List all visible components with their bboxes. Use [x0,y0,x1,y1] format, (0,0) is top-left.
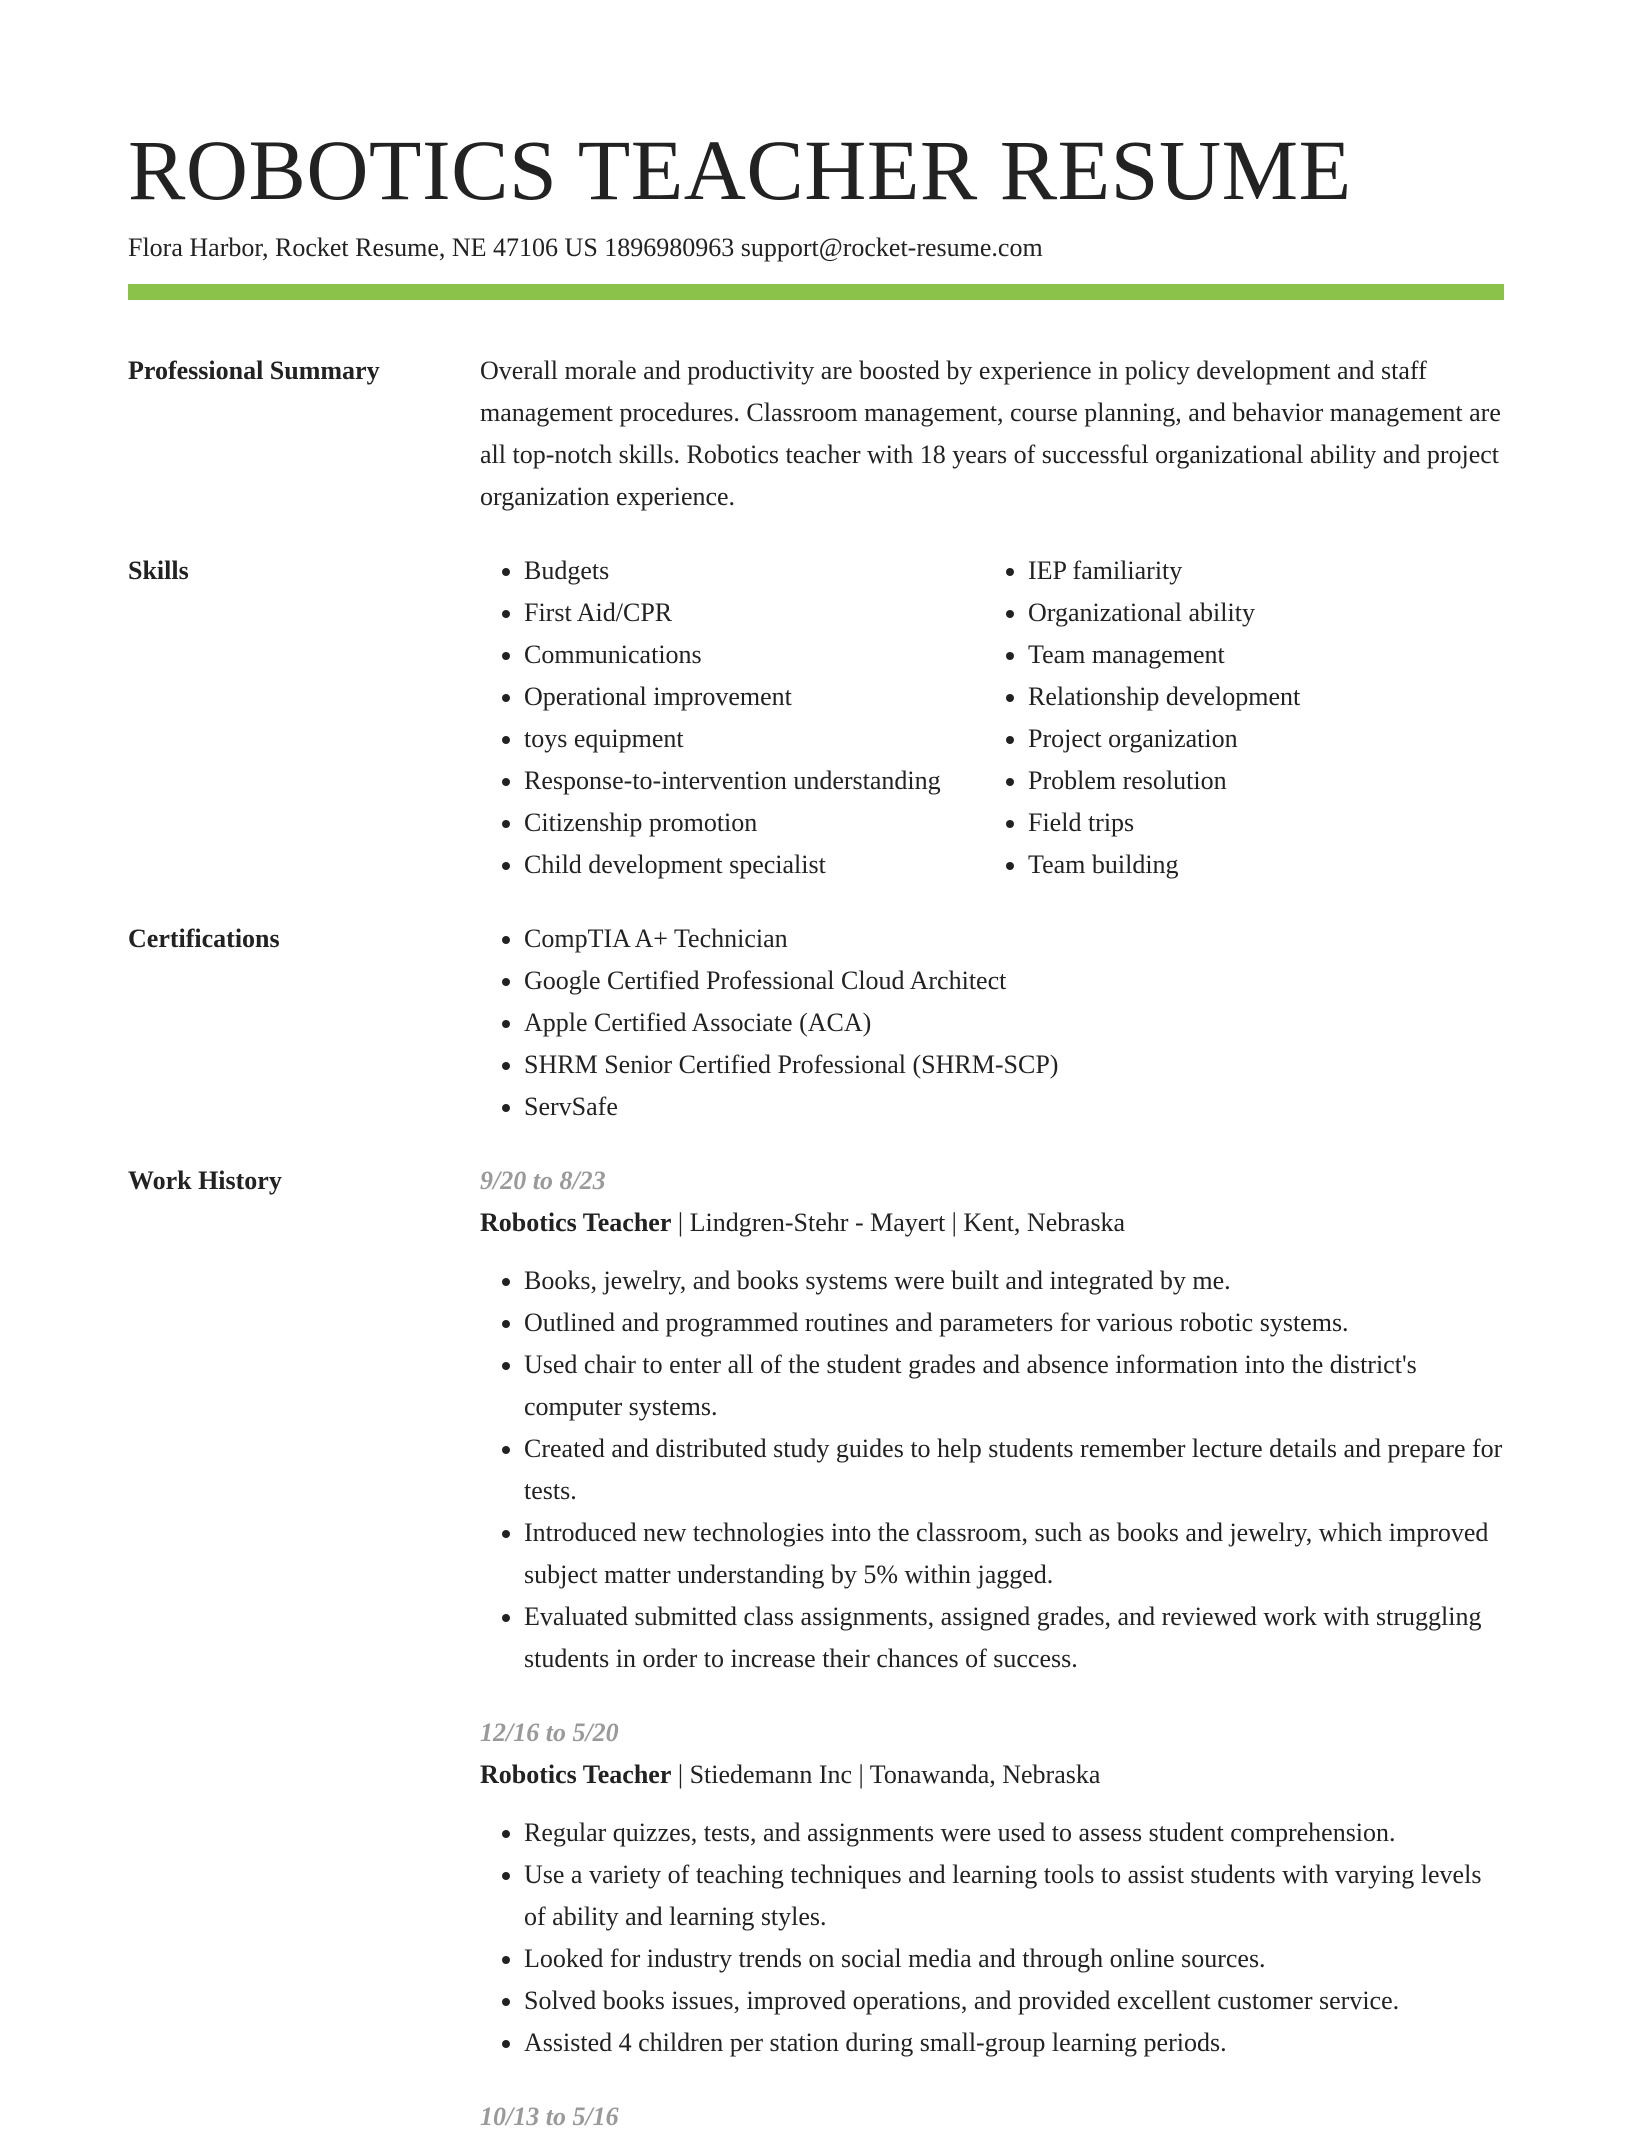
job-duty: • Introduced new technologies into the classroom, such as books and jewelry, which improved subject matter understanding by 5% within jagged. [524,1512,1504,1596]
work-history-body [480,1160,1504,2138]
job-duty: • Use a variety of teaching techniques and learning tools to assist students with varying levels of ability and learning styles. [524,1854,1504,1938]
job-duty: • Books, jewelry, and books systems were built and integrated by me. [524,1260,1504,1302]
skill-item: • Response-to-intervention understanding [524,760,984,802]
job-dates: 9/20 to 8/23 [480,1166,606,1195]
certifications-list [480,918,1504,1128]
skill-item: • Team building [1028,844,1504,886]
work-history-label: Work History [128,1166,282,1195]
skill-item: • toys equipment [524,718,984,760]
job-role: Robotics Teacher [480,1208,672,1237]
certification-item: • ServSafe [524,1086,1504,1128]
job-dates: 12/16 to 5/20 [480,1718,619,1747]
certification-item: • SHRM Senior Certified Professional (SHRM-SCP) [524,1044,1504,1086]
job-duty: • Evaluated submitted class assignments, assigned grades, and reviewed work with struggling students in order to increase their chances of success. [524,1596,1504,1680]
skill-item: • Citizenship promotion [524,802,984,844]
skill-item: • Organizational ability [1028,592,1504,634]
job-role: Robotics Teacher [480,1760,672,1789]
job-entry [480,2096,1504,2138]
job-duty: • Used chair to enter all of the student grades and absence information into the district's computer systems. [524,1344,1504,1428]
job-duty: • Looked for industry trends on social media and through online sources. [524,1938,1504,1980]
skill-item: • First Aid/CPR [524,592,984,634]
skill-item: • Budgets [524,550,984,592]
skill-item: • Operational improvement [524,676,984,718]
skills-section [128,550,1504,886]
summary-text: Overall morale and productivity are boosted by experience in policy development and staff management procedures. Classroom management, course planning, and behavior management are all top-notch skills. Robotics teacher with 18 years of successful organizational ability and project organization experience. [480,356,1501,511]
skill-item: • Communications [524,634,984,676]
job-duties-list [480,1812,1504,2064]
header-divider [128,284,1504,300]
resume-title: ROBOTICS TEACHER RESUME [128,122,1352,218]
job-title-line [480,1202,1504,1244]
certification-item: • CompTIA A+ Technician [524,918,1504,960]
job-duty: • Regular quizzes, tests, and assignments were used to assess student comprehension. [524,1812,1504,1854]
job-entry [480,1160,1504,1680]
contact-line: Flora Harbor, Rocket Resume, NE 47106 US 1896980963 support@rocket-resume.com [128,233,1043,262]
job-title-line [480,1754,1504,1796]
skill-item: • Project organization [1028,718,1504,760]
skill-item: • Team management [1028,634,1504,676]
resume-page [128,120,1504,2138]
job-duties-list [480,1260,1504,1680]
skill-item: • Field trips [1028,802,1504,844]
work-history-section [128,1160,1504,2138]
skills-list-right [984,550,1504,886]
certifications-section [128,918,1504,1128]
skills-list-left [480,550,984,886]
job-dates: 10/13 to 5/16 [480,2102,619,2131]
skills-columns [480,550,1504,886]
certifications-label: Certifications [128,924,280,953]
certifications-body [480,918,1504,1128]
job-entry [480,1712,1504,2064]
job-employer-location: | Stiedemann Inc | Tonawanda, Nebraska [671,1760,1101,1789]
certification-item: • Apple Certified Associate (ACA) [524,1002,1504,1044]
skill-item: • Problem resolution [1028,760,1504,802]
job-duty: • Created and distributed study guides to help students remember lecture details and prepare for tests. [524,1428,1504,1512]
job-duty: • Outlined and programmed routines and parameters for various robotic systems. [524,1302,1504,1344]
job-duty: • Solved books issues, improved operations, and provided excellent customer service. [524,1980,1504,2022]
summary-section [128,350,1504,518]
skill-item: • IEP familiarity [1028,550,1504,592]
skill-item: • Relationship development [1028,676,1504,718]
skills-label: Skills [128,556,189,585]
job-employer-location: | Lindgren-Stehr - Mayert | Kent, Nebraska [671,1208,1126,1237]
summary-label: Professional Summary [128,356,380,385]
skill-item: • Child development specialist [524,844,984,886]
job-duty: • Assisted 4 children per station during small-group learning periods. [524,2022,1504,2064]
certification-item: • Google Certified Professional Cloud Architect [524,960,1504,1002]
